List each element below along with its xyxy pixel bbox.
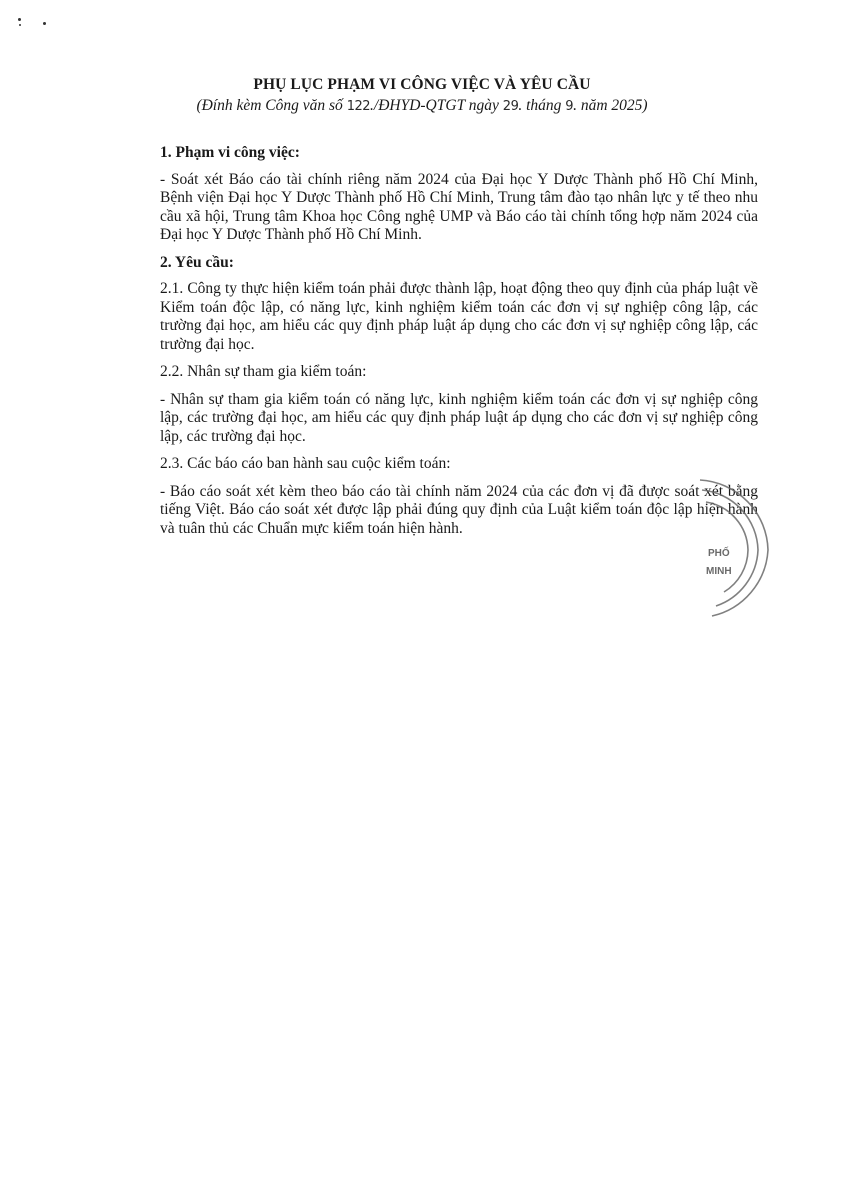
section-1-text: - Soát xét Báo cáo tài chính riêng năm 2024 của Đại học Y Dược Thành phố Hồ Chí Minh, Bệnh viện Đại học Y Dược Thành phố Hồ Chí Minh, Trung tâm đào tạo nhân lực y tế theo nhu cầu xã hội, Trung tâm Khoa học Công nghệ UMP và Báo cáo tài chính tổng hợp năm 2024 của Đại học Y Dược Thành phố Hồ Chí Minh. [160, 170, 758, 243]
subtitle-mid-2: . tháng [518, 97, 566, 114]
stamp-text-line-2: MINH [706, 566, 732, 577]
stamp-text-line-1: PHỐ [708, 548, 730, 559]
handwritten-day: 29 [502, 99, 519, 114]
scan-speck [18, 18, 21, 21]
subtitle-prefix: (Đính kèm Công văn số [196, 97, 347, 114]
partial-seal-stamp [690, 470, 780, 620]
document-subtitle [0, 97, 844, 115]
handwritten-doc-number: 122 [346, 99, 371, 114]
scan-speck [19, 24, 21, 26]
subtitle-mid-1: ./ĐHYD-QTGT ngày [370, 97, 503, 114]
section-2-heading: 2. Yêu cầu: [160, 253, 234, 271]
section-2-3-text: - Báo cáo soát xét kèm theo báo cáo tài chính năm 2024 của các đơn vị đã được soát xét bằng tiếng Việt. Báo cáo soát xét được lập phải đúng quy định của Luật kiểm toán độc lập hiện hành và tuân thủ các Chuẩn mực kiểm toán hiện hành. [160, 482, 758, 537]
section-2-3-title: 2.3. Các báo cáo ban hành sau cuộc kiểm toán: [160, 455, 451, 472]
section-2-2-title: 2.2. Nhân sự tham gia kiểm toán: [160, 363, 367, 380]
subtitle-suffix: . năm 2025) [573, 97, 648, 114]
scan-speck [43, 22, 46, 25]
section-2-1-text: 2.1. Công ty thực hiện kiểm toán phải được thành lập, hoạt động theo quy định của pháp luật về Kiểm toán độc lập, có năng lực, kinh nghiệm kiểm toán các đơn vị sự nghiệp công lập, các trường đại học, am hiểu các quy định pháp luật áp dụng cho các đơn vị sự nghiệp công lập, các trường đại học. [160, 280, 758, 353]
handwritten-month: 9 [565, 99, 574, 114]
section-1-heading: 1. Phạm vi công việc: [160, 144, 300, 161]
section-2-2-text: - Nhân sự tham gia kiểm toán có năng lực, kinh nghiệm kiểm toán các đơn vị sự nghiệp công lập, các trường đại học, am hiểu các quy định pháp luật áp dụng cho các đơn vị sự nghiệp công lập, các trường đại học. [160, 390, 758, 445]
document-title: PHỤ LỤC PHẠM VI CÔNG VIỆC VÀ YÊU CẦU [253, 76, 591, 93]
document-body [160, 144, 758, 547]
